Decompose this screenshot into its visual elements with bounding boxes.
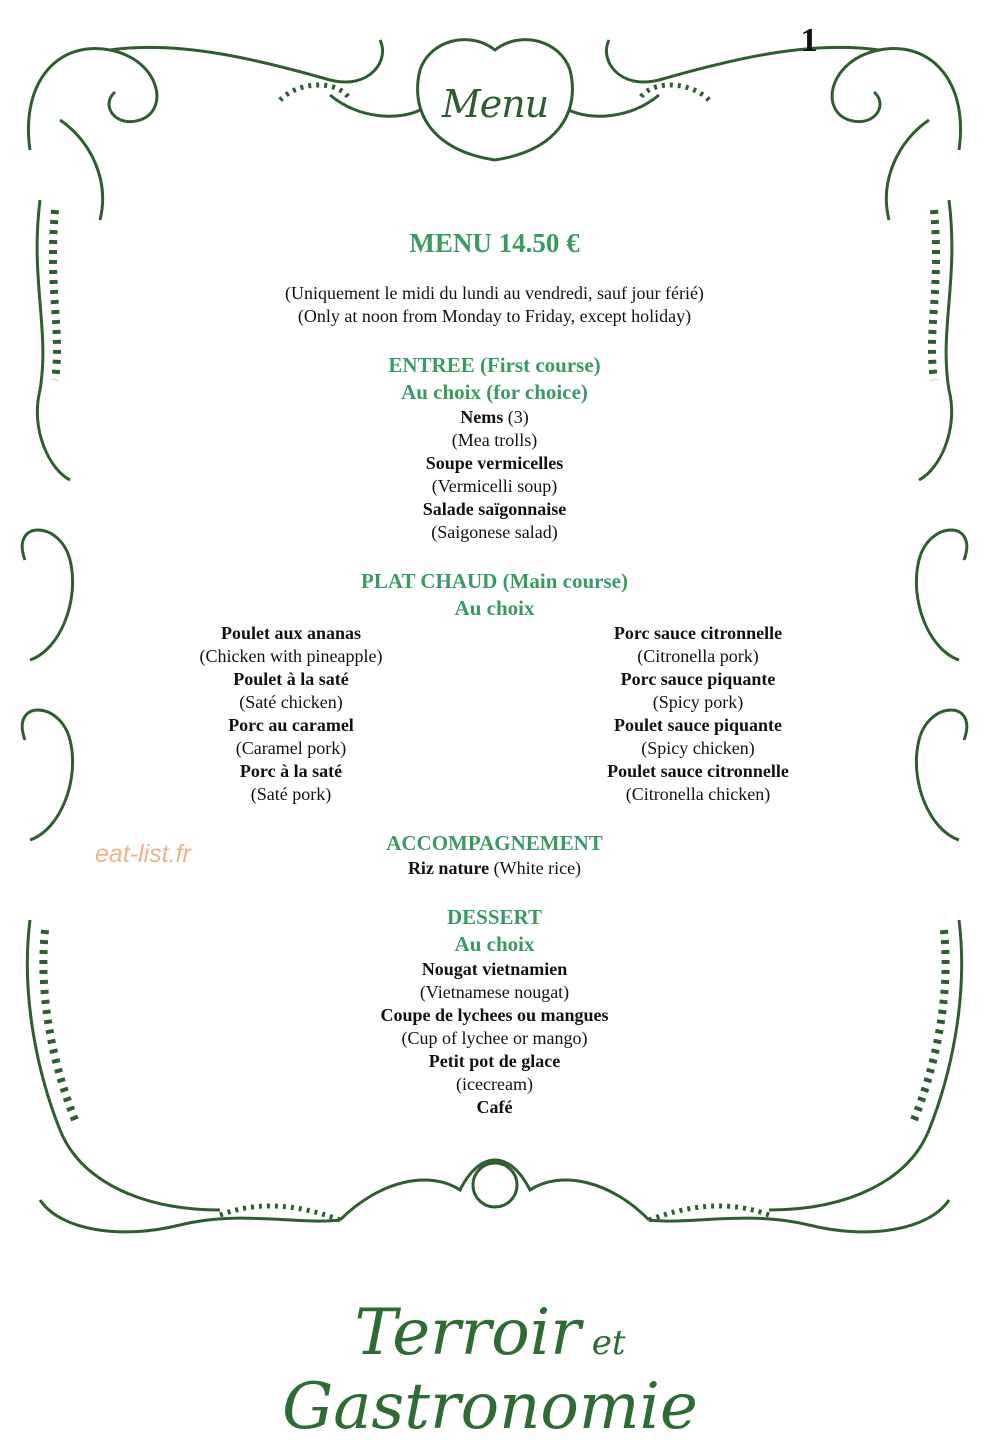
item-translation: (Citronella chicken) (625, 784, 771, 804)
dessert-item-name: Café (476, 1097, 513, 1117)
dessert-title: DESSERT (447, 905, 542, 929)
page-number: 1 (800, 22, 818, 59)
plat-item-name: Poulet à la saté (233, 669, 349, 689)
plat-title: PLAT CHAUD (Main course) (361, 569, 628, 593)
dessert-section (140, 904, 849, 1119)
header-menu-title: Menu (441, 82, 549, 126)
plat-right-column (548, 622, 848, 806)
plat-item-name: Porc sauce citronnelle (613, 623, 783, 643)
menu-price-title: MENU 14.50 € (409, 228, 580, 258)
watermark: eat-list.fr (95, 840, 191, 868)
dessert-subtitle: Au choix (454, 932, 535, 956)
item-translation: (Saté chicken) (239, 692, 343, 712)
item-name: Nems (460, 407, 504, 427)
item-suffix: (3) (503, 407, 529, 427)
item-translation: (Saté pork) (250, 784, 332, 804)
footer-word-terroir: Terroir (354, 1296, 581, 1370)
dessert-item-name: Nougat vietnamien (421, 959, 568, 979)
plat-item-name: Poulet sauce piquante (613, 715, 782, 735)
item-translation: (Vietnamese nougat) (419, 982, 570, 1002)
item-translation: (Saigonese salad) (431, 522, 558, 542)
plat-left-column (141, 622, 441, 806)
item-name: Salade saïgonnaise (422, 499, 567, 519)
item-translation: (Vermicelli soup) (431, 476, 558, 496)
availability-note (140, 282, 849, 328)
item-name: Soupe vermicelles (425, 453, 564, 473)
item-translation: (Cup of lychee or mango) (401, 1028, 588, 1048)
item-translation: (Caramel pork) (235, 738, 347, 758)
entree-section (140, 352, 849, 544)
note-french: (Uniquement le midi du lundi au vendredi, sauf jour férié) (285, 283, 704, 303)
plat-item-name: Porc sauce piquante (620, 669, 776, 689)
plat-item-name: Porc au caramel (228, 715, 354, 735)
menu-content (140, 222, 849, 1119)
entree-item (140, 452, 849, 475)
entree-subtitle: Au choix (for choice) (401, 380, 588, 404)
plat-item-name: Poulet aux ananas (220, 623, 362, 643)
plat-columns (140, 622, 849, 806)
note-english: (Only at noon from Monday to Friday, except holiday) (297, 306, 692, 326)
item-name: Riz nature (407, 858, 490, 878)
entree-item (140, 406, 849, 429)
plat-item-name: Porc à la saté (239, 761, 343, 781)
footer-word-et: et (580, 1323, 626, 1363)
accompagnement-section (140, 830, 849, 880)
footer-word-gastronomie: Gastronomie (282, 1370, 698, 1444)
entree-title: ENTREE (First course) (388, 353, 601, 377)
item-translation: (Spicy chicken) (641, 738, 755, 758)
plat-section (140, 568, 849, 806)
entree-item (140, 498, 849, 521)
item-translation: (Citronella pork) (637, 646, 759, 666)
plat-item-name: Poulet sauce citronnelle (607, 761, 789, 781)
item-translation: (Spicy pork) (652, 692, 744, 712)
item-translation: (Mea trolls) (451, 430, 538, 450)
item-suffix: (White rice) (489, 858, 582, 878)
dessert-item-name: Coupe de lychees ou mangues (380, 1005, 609, 1025)
footer-brand (160, 1296, 820, 1444)
item-translation: (Chicken with pineapple) (199, 646, 383, 666)
accompagnement-item (140, 857, 849, 880)
item-translation: (icecream) (456, 1074, 533, 1094)
plat-subtitle: Au choix (454, 596, 535, 620)
dessert-item-name: Petit pot de glace (428, 1051, 561, 1071)
accompagnement-title: ACCOMPAGNEMENT (386, 831, 603, 855)
